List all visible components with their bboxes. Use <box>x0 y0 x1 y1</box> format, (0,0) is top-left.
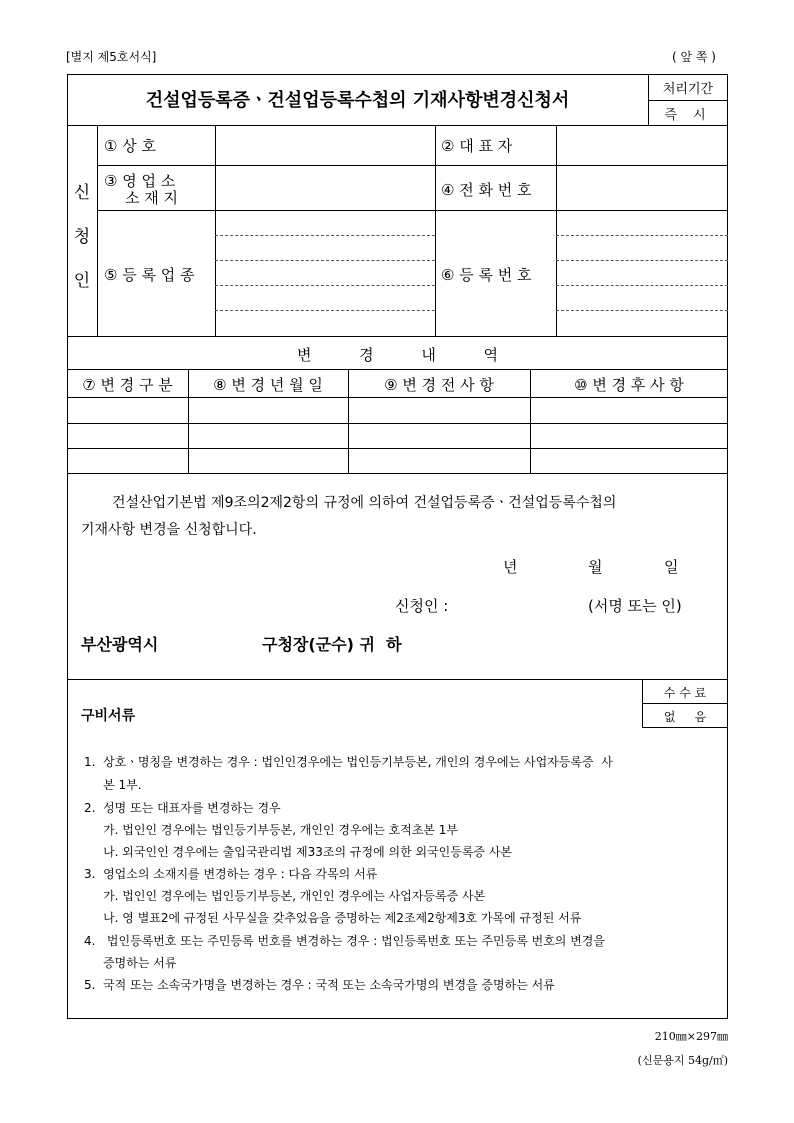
office-location-label-1: ③ 영 업 소 <box>104 172 176 190</box>
change-category-header: ⑦ 변 경 구 분 <box>82 376 173 394</box>
phone-number-field[interactable] <box>557 166 727 209</box>
document-item-2a: 가. 법인인 경우에는 법인등기부등본, 개인인 경우에는 호적초본 1부 <box>84 823 459 837</box>
representative-label: ② 대 표 자 <box>441 137 513 155</box>
registered-business-type-field[interactable] <box>216 211 434 335</box>
phone-number-label: ④ 전 화 번 호 <box>441 181 532 199</box>
office-location-field[interactable] <box>216 166 434 209</box>
document-item-1: 1. 상호ㆍ명칭을 변경하는 경우 : 법인인경우에는 법인등기부등본, 개인의 경우에는 사업자등록증 사 <box>84 755 613 769</box>
office-location-label-2: 소 재 지 <box>125 189 179 207</box>
applicant-section-label-1: 신 <box>73 183 91 203</box>
processing-period-value: 즉 시 <box>664 108 712 123</box>
date-day-label: 일 <box>664 558 679 576</box>
business-name-field[interactable] <box>216 126 434 164</box>
statement-line-2: 기재사항 변경을 신청합니다. <box>81 522 257 538</box>
paper-type: (신문용지 54g/㎡) <box>637 1054 728 1067</box>
change-row-2-category[interactable] <box>68 424 187 447</box>
change-row-3-category[interactable] <box>68 449 187 472</box>
registration-number-label: ⑥ 등 록 번 호 <box>441 266 532 284</box>
document-item-5: 5. 국적 또는 소속국가명을 변경하는 경우 : 국적 또는 소속국가명의 변경을 증명하는 서류 <box>84 978 555 992</box>
document-item-3a: 가. 법인인 경우에는 법인등기부등본, 개인인 경우에는 사업자등록증 사본 <box>84 889 486 903</box>
business-name-label: ① 상 호 <box>104 137 156 155</box>
form-title: 건설업등록증ㆍ건설업등록수첩의 기재사항변경신청서 <box>145 90 570 111</box>
change-date-header: ⑧ 변 경 년 월 일 <box>213 376 323 394</box>
document-item-2: 2. 성명 또는 대표자를 변경하는 경우 <box>84 801 281 815</box>
fee-value: 없 음 <box>663 710 707 724</box>
date-year-label: 년 <box>503 558 518 576</box>
paper-size: 210㎜×297㎜ <box>654 1030 728 1043</box>
document-item-4-cont: 증명하는 서류 <box>84 956 177 970</box>
recipient-city: 부산광역시 <box>81 635 159 654</box>
sign-or-seal-note: (서명 또는 인) <box>588 597 682 615</box>
document-item-4: 4. 법인등록번호 또는 주민등록 번호를 변경하는 경우 : 법인등록번호 또는 주민등록 번호의 변경을 <box>84 934 605 948</box>
document-item-2b: 나. 외국인인 경우에는 출입국관리법 제33조의 규정에 의한 외국인등록증 사본 <box>84 845 513 859</box>
applicant-section-label-3: 인 <box>73 271 91 291</box>
processing-period-label: 처리기간 <box>662 82 714 97</box>
applicant-signature-label: 신청인 : <box>395 597 449 615</box>
date-month-label: 월 <box>588 558 603 576</box>
fee-label: 수 수 료 <box>663 686 707 700</box>
applicant-signature-field[interactable] <box>460 590 580 614</box>
form-number: [별지 제5호서식] <box>66 50 157 64</box>
registration-number-field[interactable] <box>557 211 727 335</box>
statement-line-1: 건설산업기본법 제9조의2제2항의 규정에 의하여 건설업등록증ㆍ건설업등록수첩의 <box>112 495 617 511</box>
document-item-3b: 나. 영 별표2에 규정된 사무실을 갖추었음을 증명하는 제2조제2항제3호 가목에 규정된 서류 <box>84 911 582 925</box>
document-item-1-cont: 본 1부. <box>84 778 142 792</box>
before-change-header: ⑨ 변 경 전 사 항 <box>384 376 494 394</box>
applicant-section-label-2: 청 <box>73 227 91 247</box>
change-details-title: 변 경 내 역 <box>296 346 498 364</box>
page-side-label: ( 앞 쪽 ) <box>672 50 716 64</box>
recipient-office: 구청장(군수) 귀 하 <box>262 635 402 654</box>
document-item-3: 3. 영업소의 소재지를 변경하는 경우 : 다음 각목의 서류 <box>84 867 378 881</box>
registered-business-type-label: ⑤ 등 록 업 종 <box>104 266 195 284</box>
change-row-1-category[interactable] <box>68 398 187 422</box>
required-documents-title: 구비서류 <box>81 708 136 724</box>
after-change-header: ⑩ 변 경 후 사 항 <box>574 376 684 394</box>
representative-field[interactable] <box>557 126 727 164</box>
